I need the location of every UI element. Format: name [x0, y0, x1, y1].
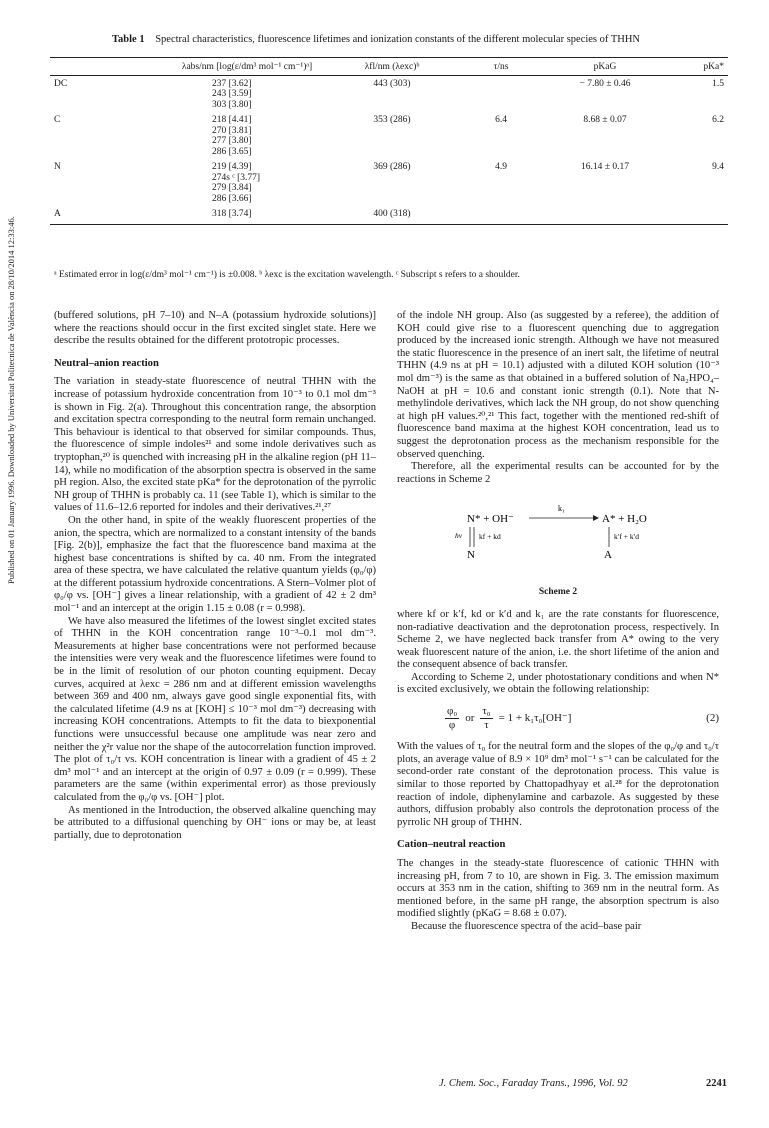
- scheme-ground-right: A: [604, 549, 612, 562]
- table-footnote: ᵃ Estimated error in log(ε/dm³ mol⁻¹ cm⁻¹) is ±0.008. ᵇ λexc is the excitation wavelength. ᶜ Subscript s refers to a shoulder.: [54, 270, 520, 280]
- download-watermark: Published on 01 January 1996. Downloaded by Universitat Politecnica de València on 28/10/2014 12:33:46.: [6, 216, 16, 584]
- paragraph: Therefore, all the experimental results can be accounted for by the reactions in Scheme 2: [397, 461, 719, 485]
- pka-excited-cell: 6.2: [712, 115, 724, 125]
- scheme-hv: hν: [455, 531, 463, 541]
- species-cell: C: [54, 115, 61, 125]
- equation-rhs: = 1 + k₁τ₀[OH⁻]: [498, 711, 572, 724]
- reaction-scheme: [397, 500, 719, 582]
- equation-2: [397, 705, 719, 731]
- equation-or: or: [465, 711, 475, 724]
- pka-ground-cell: 8.68 ± 0.07: [583, 115, 627, 125]
- section-heading: Cation–neutral reaction: [397, 839, 506, 851]
- scheme-ground-left: N: [467, 549, 475, 562]
- paragraph: With the values of τ₀ for the neutral form and the slopes of the φ₀/φ and τ₀/τ plots, an average value of 8.9 × 10⁹ dm³ mol⁻¹ s⁻¹ can be calculated for the second-order rate constant of the deprotonation process. This value is similar to those reported by Chattopadhyay et al.²⁸ for the deprotonation reaction of indole, diphenylamine and carbazole. As suggested by these authors, diffusion probably also controls the deprotonation process of the pyrrolic NH group of THHN.: [397, 741, 719, 828]
- left-column: [54, 310, 376, 842]
- table-caption-text: Spectral characteristics, fluorescence lifetimes and ionization constants of the different molecular species of THHN: [155, 34, 640, 45]
- fluorescence-cell: 400 (318): [332, 209, 452, 224]
- table-row: [50, 162, 728, 209]
- scheme-k1: k₁: [558, 504, 565, 514]
- pka-excited-cell: 9.4: [712, 162, 724, 172]
- header-fluorescence: λfl/nm (λexc)ᵇ: [332, 58, 452, 73]
- lifetime-cell: 6.4: [495, 115, 507, 125]
- scheme-arrowhead: [593, 515, 599, 521]
- paragraph: where kf or k′f, kd or k′d and k₁ are the rate constants for fluorescence, non-radiative deactivation and the deprotonation process, respectively. In Scheme 2, we have neglected back transfer from A* owing to the very weak fluorescent nature of the anion, i.e. the short lifetime of the anion and the consequent absence of back transfer.: [397, 608, 719, 671]
- header-pka-excited: pKa*: [660, 58, 728, 73]
- pka-excited-cell: [660, 209, 728, 224]
- absorption-cell: 237 [3.62] 243 [3.59] 303 [3.80]: [212, 78, 252, 110]
- pka-ground-cell: − 7.80 ± 0.46: [579, 78, 631, 89]
- paragraph: Because the fluorescence spectra of the acid–base pair: [411, 920, 642, 932]
- pka-ground-cell: 16.14 ± 0.17: [581, 162, 629, 172]
- fluorescence-cell: 443 (303): [373, 78, 411, 89]
- fluorescence-cell: 369 (286): [373, 162, 411, 172]
- scheme-label: Scheme 2: [538, 587, 578, 598]
- reaction-scheme-diagram: [397, 500, 719, 582]
- species-cell: N: [54, 162, 61, 172]
- paragraph: The variation in steady-state fluorescence of neutral THHN with the increase of potassium hydroxide concentration from 10⁻³ to 0.1 mol dm⁻³ is shown in Fig. 2(a). Throughout this concentration range, the absorption and excitation spectra corresponding to the neutral form remain unchanged. This behaviour is identical to that observed for similar compounds. Thus, the fluorescence of simple indoles²¹ and some indole derivatives such as tryptophan,²⁰ is quenched with increasing pH in the alkaline region (pH 11–14), while no modification of the absorption spectra is observed in the same pH region. Also, the excited state pKa* for the deprotonation of the pyrrolic NH group of THHN is probably ca. 11 (see Table 1), which is similar to the values of 11.6–12.6 reported for indoles and their derivatives.²¹,²⁷: [54, 376, 376, 514]
- paragraph: We have also measured the lifetimes of the lowest singlet excited states of THHN in the KOH concentration range 10⁻³–0.1 mol dm⁻³. Measurements at higher base concentrations were not performed because the intensities were very weak and the fluorescence lifetimes were found to be in the limit of resolution of our photon counting equipment. Decay curves, acquired at λexc = 286 nm and at different emission wavelengths between 369 and 400 nm, always gave good single exponential fits, with the calculated lifetime (4.9 ns at [KOH] ≤ 10⁻³ mol dm⁻³) decreasing with increasing KOH concentrations. Attempts to fit the data to biexponential functions were unsuccessful because one amplitude was near zero and neither the χ²r value nor the shape of the autocorrelation function improved. The plot of τ₀/τ vs. KOH concentration is linear with a gradient of 45 ± 2 dm³ mol⁻¹ and an intercept at the origin of 0.97 ± 0.09 (r = 0.999). These parameters are the same (within experimental error) as those previously calculated from the φ₀/φ vs. [OH⁻] plot.: [54, 615, 376, 803]
- scheme-product: A* + H₂O: [602, 513, 647, 526]
- equation-lhs: $\frac{\text{φ₀}}{\varphi}$: [447, 705, 458, 731]
- absorption-cell: 318 [3.74]: [162, 209, 332, 224]
- species-cell: DC: [54, 78, 68, 89]
- fluorescence-cell: 353 (286): [373, 115, 411, 125]
- scheme-left-rates: kf + kd: [479, 532, 501, 542]
- header-pka-ground: pKaG: [550, 58, 660, 73]
- scheme-reactant: N* + OH⁻: [467, 513, 514, 526]
- paragraph: The changes in the steady-state fluorescence of cationic THHN with increasing pH, from 7 to 10, are shown in Fig. 3. The emission maximum occurs at 353 nm in the cation, shifting to 369 nm in the neutral form. As mentioned before, in the same pH range, the absorption spectrum is also modified slightly (pKaG = 8.68 ± 0.07).: [397, 858, 719, 920]
- lifetime-cell: [452, 75, 550, 115]
- paragraph: On the other hand, in spite of the weakly fluorescent properties of the anion, the spectra, which are normalized to a constant intensity of the bands [Fig. 2(b)], emphasize the fact that the fluorescence band maxima at the highest base concentrations is shifted by ca. 40 nm. From the integrated area of these spectra, we have calculated the relative quantum yields (φ₀/φ) at the different potassium hydroxide concentrations. A Stern–Volmer plot of φ₀/φ vs. [OH⁻] gives a linear relationship, with a gradient of 42 ± 2 dm³ mol⁻¹ and an intercept at the origin 1.15 ± 0.08 (r = 0.998).: [54, 514, 376, 615]
- equation-mid: $\frac{\text{τ₀}}{\tau}$: [482, 705, 491, 731]
- header-lifetime: τ/ns: [452, 58, 550, 73]
- scheme-right-rates: k′f + k′d: [614, 532, 640, 542]
- page-number: 2241: [706, 1078, 727, 1089]
- header-absorption: λabs/nm [log(ε/dm³ mol⁻¹ cm⁻¹)ᵃ]: [162, 58, 332, 73]
- absorption-cell: 219 [4.39] 274s ᶜ [3.77] 279 [3.84] 286 [3.66]: [212, 162, 261, 204]
- spectral-table: [50, 57, 728, 225]
- table-row: [50, 115, 728, 162]
- header-species: [50, 58, 162, 73]
- species-cell: A: [50, 209, 162, 224]
- pka-excited-cell: 1.5: [712, 78, 724, 89]
- equation-number: (2): [706, 711, 719, 724]
- lifetime-cell: 4.9: [495, 162, 507, 172]
- lifetime-cell: [452, 209, 550, 224]
- absorption-cell: 218 [4.41] 270 [3.81] 277 [3.80] 286 [3.65]: [212, 115, 252, 157]
- paragraph: As mentioned in the Introduction, the observed alkaline quenching may be attributed to a diffusional quenching by OH⁻ ions or may be, at least partially, due to deprotonation: [54, 804, 376, 841]
- journal-citation: J. Chem. Soc., Faraday Trans., 1996, Vol. 92: [439, 1078, 628, 1089]
- right-column: [397, 310, 719, 934]
- paragraph: of the indole NH group. Also (as suggested by a referee), the addition of KOH could give rise to a fluorescent quenching due to aggregation produced by the increased ionic strength. Although we have not measured the static fluorescence in the presence of an inert salt, the lifetime of neutral THHN (4.9 ns at pH = 10.1) adjusted with a diluted KOH solution (10⁻³ mol dm⁻³) is the same as that obtained in a buffered solution of Na₂HPO₄–NaOH at pH = 10.6 and constant ionic strength (0.1). Note that N-methylindole derivatives, which lack the NH group, do not show quenching at high pH values.²⁰,²¹ This fact, together with the mentioned red-shift of fluorescence band maxima at the highest KOH concentration, lead us to suggest the deprotonation process as the mechanism responsible for the observed quenching.: [397, 310, 719, 460]
- table-caption: [112, 34, 640, 45]
- table-label: Table 1: [112, 34, 145, 45]
- paragraph: According to Scheme 2, under photostationary conditions and when N* is excited exclusively, we obtain the following relationship:: [397, 671, 719, 696]
- table-row: [50, 75, 728, 115]
- paragraph: (buffered solutions, pH 7–10) and N–A (potassium hydroxide solutions)] where the reactions should occur in the first excited singlet state. Here we describe the results obtained for the different prototropic processes.: [54, 310, 376, 347]
- table-row: [50, 209, 728, 224]
- section-heading: Neutral–anion reaction: [54, 357, 159, 369]
- pka-ground-cell: [550, 209, 660, 224]
